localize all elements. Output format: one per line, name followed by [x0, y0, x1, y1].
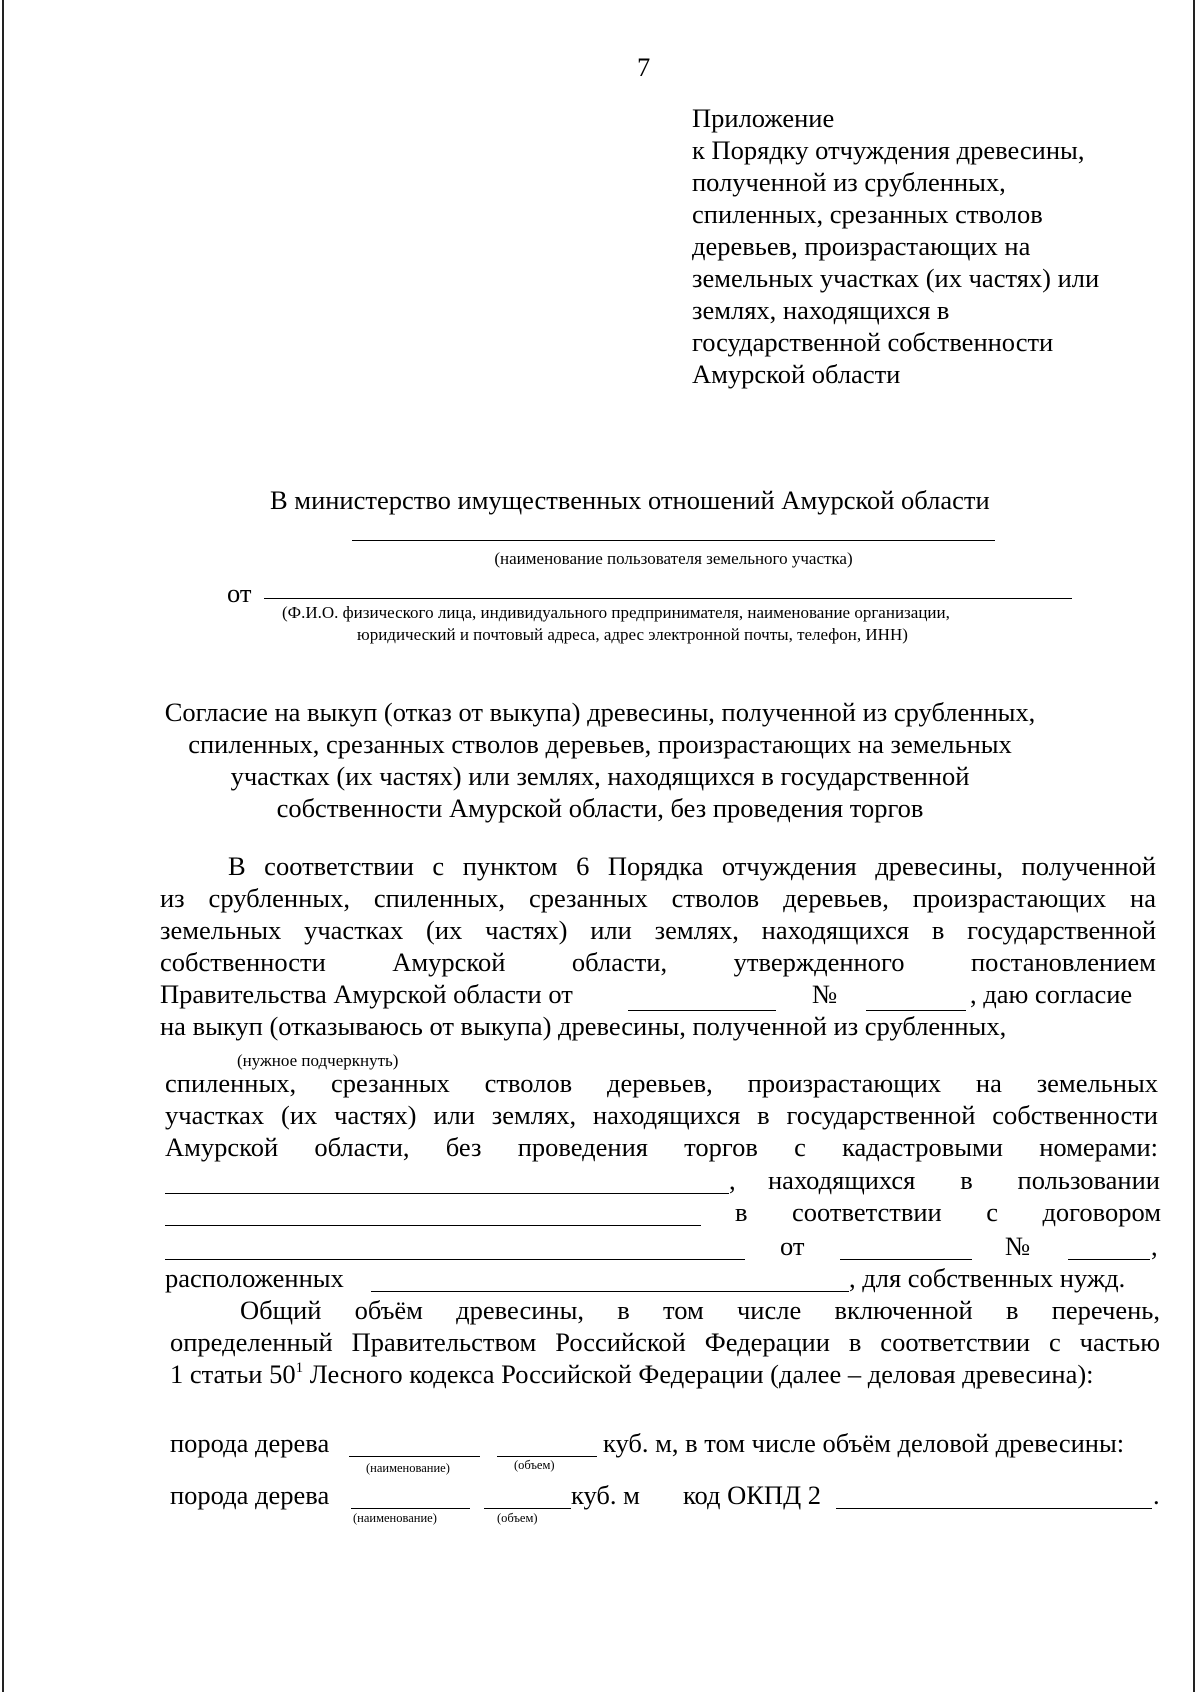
own-needs-text: , для собственных нужд. [849, 1263, 1126, 1293]
body-line5-start: Правительства Амурской области от [160, 979, 573, 1009]
title-line: спиленных, срезанных стволов деревьев, произрастающих на земельных [188, 729, 1012, 759]
species-label: порода дерева [170, 1480, 330, 1510]
applicant-caption-2: юридический и почтовый адреса, адрес электронной почты, телефон, ИНН) [357, 625, 908, 644]
appendix-line: государственной собственности [692, 327, 1054, 357]
business-species-volume-field[interactable] [484, 1508, 571, 1509]
appendix-line: Амурской области [692, 359, 901, 389]
contract-number-sign: № [1005, 1231, 1031, 1261]
superscript: 1 [295, 1360, 304, 1376]
underline-note: (нужное подчеркнуть) [237, 1051, 399, 1070]
scan-right-edge [1193, 0, 1195, 1692]
title-line: собственности Амурской области, без проведения торгов [276, 793, 924, 823]
okpd-code-field[interactable] [836, 1508, 1152, 1509]
cadastral-numbers-field[interactable] [165, 1193, 729, 1194]
okpd-label: код ОКПД 2 [683, 1480, 822, 1510]
comma: , [729, 1165, 736, 1195]
caption-name: (наименование) [353, 1511, 437, 1525]
word: области, [571, 947, 668, 977]
word: в [735, 1197, 748, 1227]
contract-date-field[interactable] [840, 1259, 972, 1260]
body-line: земельных участках (их частях) или землях, находящихся в государственной [160, 915, 1156, 945]
word: пользовании [1017, 1165, 1160, 1195]
word: в [960, 1165, 973, 1195]
body-line: участках (их частях) или землях, находящихся в государственной собственности [165, 1100, 1158, 1130]
title-line: участках (их частях) или землях, находящихся в государственной [230, 761, 970, 791]
species-volume-field[interactable] [497, 1456, 597, 1457]
word: постановлением [970, 947, 1156, 977]
contract-field[interactable] [165, 1259, 745, 1260]
text-part: 1 статьи 50 [170, 1359, 296, 1389]
user-name-caption: (наименование пользователя земельного участка) [494, 549, 853, 568]
addressee-heading: В министерство имущественных отношений Амурской области [270, 485, 990, 515]
title-line: Согласие на выкуп (отказ от выкупа) древесины, полученной из срубленных, [164, 697, 1036, 727]
contract-from-label: от [780, 1231, 805, 1261]
word: утвержденного [733, 947, 905, 977]
from-label: от [227, 578, 252, 608]
word: находящихся [768, 1165, 916, 1195]
word: договором [1042, 1197, 1161, 1227]
located-label: расположенных [165, 1263, 344, 1293]
body-line-justified [160, 947, 1156, 979]
business-species-name-field[interactable] [351, 1508, 470, 1509]
applicant-caption-1: (Ф.И.О. физического лица, индивидуального предпринимателя, наименование организации, [282, 603, 950, 622]
applicant-field[interactable] [264, 598, 1072, 599]
page-number: 7 [637, 52, 651, 82]
appendix-line: земельных участках (их частях) или [692, 263, 1100, 293]
body-line [170, 1359, 1094, 1391]
period: . [1153, 1480, 1160, 1510]
body-line: Амурской области, без проведения торгов с кадастровыми номерами: [165, 1132, 1158, 1162]
word: соответствии [791, 1197, 942, 1227]
body-line: на выкуп (отказываюсь от выкупа) древесины, полученной из срубленных, [160, 1011, 1007, 1041]
body-line: В соответствии с пунктом 6 Порядка отчуждения древесины, полученной [228, 851, 1156, 881]
body-line: из срубленных, спиленных, срезанных стволов деревьев, произрастающих на [160, 883, 1156, 913]
body-line: Общий объём древесины, в том числе включенной в перечень, [240, 1295, 1160, 1325]
user-name-field[interactable] [352, 540, 995, 541]
word: Амурской [392, 947, 506, 977]
user-field[interactable] [165, 1225, 701, 1226]
location-field[interactable] [371, 1291, 849, 1292]
caption-name: (наименование) [366, 1461, 450, 1475]
body-line: определенный Правительством Российской Федерации в соответствии с частью [170, 1327, 1160, 1357]
appendix-line: к Порядку отчуждения древесины, [692, 135, 1085, 165]
body-line-justified [768, 1165, 1160, 1197]
contract-number-field[interactable] [1068, 1259, 1150, 1260]
appendix-line: спиленных, срезанных стволов [692, 199, 1043, 229]
comma: , [1151, 1231, 1158, 1261]
word: собственности [160, 947, 326, 977]
appendix-line: полученной из срубленных, [692, 167, 1006, 197]
caption-volume: (объем) [497, 1511, 538, 1525]
appendix-line: землях, находящихся в [692, 295, 950, 325]
appendix-line: деревьев, произрастающих на [692, 231, 1031, 261]
body-line5-end: , даю согласие [970, 979, 1133, 1009]
species-row1-tail: куб. м, в том числе объём деловой древесины: [603, 1428, 1125, 1458]
word: с [986, 1197, 998, 1227]
body-line-justified [735, 1197, 1161, 1229]
species-name-field[interactable] [349, 1456, 480, 1457]
body-line: спиленных, срезанных стволов деревьев, произрастающих на земельных [165, 1068, 1158, 1098]
caption-volume: (объем) [514, 1458, 555, 1472]
volume-unit: куб. м [571, 1480, 640, 1510]
number-sign: № [812, 979, 838, 1009]
species-label: порода дерева [170, 1428, 330, 1458]
text-part: Лесного кодекса Российской Федерации (далее – деловая древесина): [303, 1359, 1094, 1389]
scan-left-edge [2, 0, 4, 1692]
appendix-line: Приложение [692, 103, 835, 133]
